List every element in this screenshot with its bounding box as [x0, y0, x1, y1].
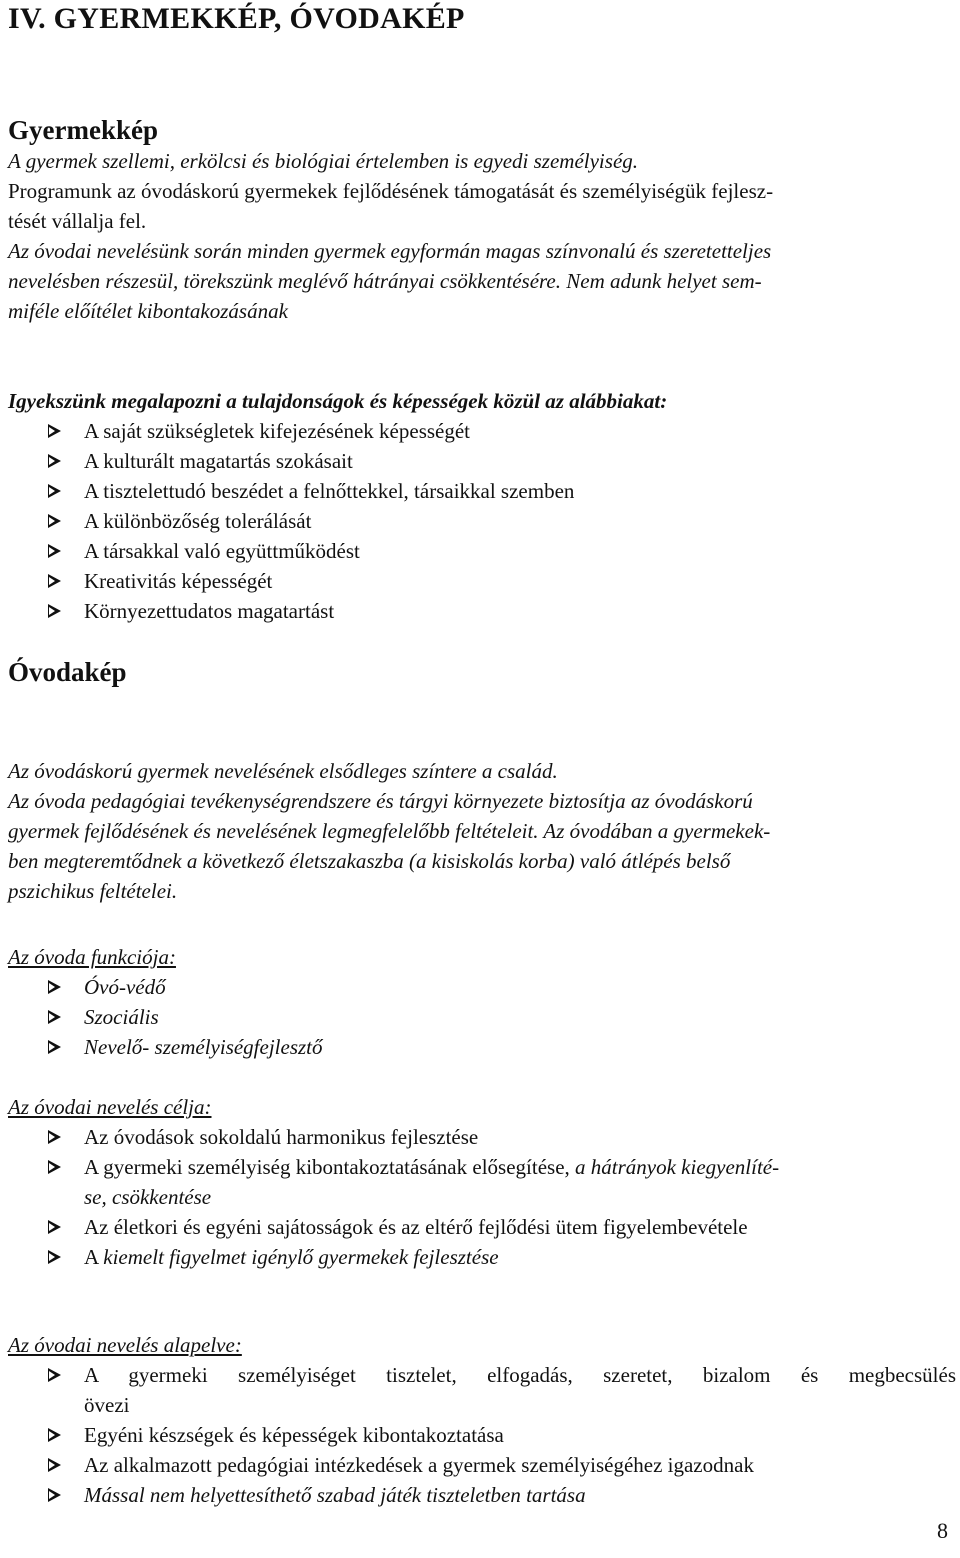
list-item: A kulturált magatartás szokásait [8, 446, 956, 476]
arrow-bullet-icon [48, 484, 61, 498]
list-item: Az életkori és egyéni sajátosságok és az eltérő fejlődési ütem figyelembevétele [8, 1212, 956, 1242]
arrow-bullet-icon [48, 454, 61, 468]
heading-ovodakep: Óvodakép [8, 657, 127, 687]
gyermekkep-line-6: miféle előítélet kibontakozásának [8, 299, 288, 323]
arrow-bullet-icon [48, 1458, 61, 1472]
list-item: A saját szükségletek kifejezésének képességét [8, 416, 956, 446]
heading-alapelve: Az óvodai nevelés alapelve: [8, 1333, 242, 1357]
ovodakep-line-1: Az óvodáskorú gyermek nevelésének elsődleges színtere a család. [8, 759, 558, 783]
section-kepessegek [8, 386, 956, 626]
arrow-bullet-icon [48, 424, 61, 438]
arrow-bullet-icon [48, 1130, 61, 1144]
heading-celja: Az óvodai nevelés célja: [8, 1095, 212, 1119]
arrow-bullet-icon [48, 1250, 61, 1264]
ovodakep-line-2: Az óvoda pedagógiai tevékenységrendszere és tárgyi környezete biztosítja az óvodáskorú [8, 789, 753, 813]
ovodakep-line-4: ben megteremtődnek a következő életszakaszba (a kisiskolás korba) való átlépés belső [8, 849, 731, 873]
arrow-bullet-icon [48, 1040, 61, 1054]
section-funkcio [8, 942, 956, 1062]
list-item: A különbözőség tolerálását [8, 506, 956, 536]
ovodakep-line-5: pszichikus feltételei. [8, 879, 178, 903]
section-ovodakep [8, 656, 956, 688]
arrow-bullet-icon [48, 1220, 61, 1234]
list-item: Környezettudatos magatartást [8, 596, 956, 626]
ovodakep-line-3: gyermek fejlődésének és nevelésének legmegfelelőbb feltételeit. Az óvodában a gyermekek- [8, 819, 771, 843]
funkcio-list [8, 972, 956, 1062]
arrow-bullet-icon [48, 604, 61, 618]
arrow-bullet-icon [48, 1010, 61, 1024]
list-item: Az alkalmazott pedagógiai intézkedések a gyermek személyiségéhez igazodnak [8, 1450, 956, 1480]
list-item: Kreativitás képességét [8, 566, 956, 596]
gyermekkep-line-5: nevelésben részesül, törekszünk meglévő hátrányai csökkentésére. Nem adunk helyet sem- [8, 269, 762, 293]
heading-gyermekkep: Gyermekkép [8, 115, 158, 145]
arrow-bullet-icon [48, 574, 61, 588]
list-item: Egyéni készségek és képességek kibontakoztatása [8, 1420, 956, 1450]
ovodakep-text [8, 756, 956, 906]
list-item: Óvó-védő [8, 972, 956, 1002]
arrow-bullet-icon [48, 1428, 61, 1442]
gyermekkep-line-2: Programunk az óvodáskorú gyermekek fejlődésének támogatását és személyiségük fejlesz- [8, 179, 774, 203]
list-item: Nevelő- személyiségfejlesztő [8, 1032, 956, 1062]
gyermekkep-line-3: tését vállalja fel. [8, 209, 147, 233]
kepessegek-list [8, 416, 956, 626]
list-item: A kiemelt figyelmet igénylő gyermekek fejlesztése [8, 1242, 956, 1272]
arrow-bullet-icon [48, 1488, 61, 1502]
gyermekkep-line-1: A gyermek szellemi, erkölcsi és biológiai értelemben is egyedi személyiség. [8, 149, 639, 173]
gyermekkep-line-4: Az óvodai nevelésünk során minden gyermek egyformán magas színvonalú és szeretetteljes [8, 239, 772, 263]
arrow-bullet-icon [48, 514, 61, 528]
arrow-bullet-icon [48, 980, 61, 994]
page-number: 8 [937, 1518, 948, 1543]
list-item: A gyermeki személyiség kibontakoztatásának elősegítése, a hátrányok kiegyenlíté- se, csökkentése [8, 1152, 956, 1212]
celja-list [8, 1122, 956, 1272]
list-item: Az óvodások sokoldalú harmonikus fejlesztése [8, 1122, 956, 1152]
arrow-bullet-icon [48, 544, 61, 558]
arrow-bullet-icon [48, 1368, 61, 1382]
kepessegek-intro: Igyekszünk megalapozni a tulajdonságok és képességek közül az alábbiakat: [8, 389, 668, 413]
list-item: A tisztelettudó beszédet a felnőttekkel, társaikkal szemben [8, 476, 956, 506]
list-item: A társakkal való együttműködést [8, 536, 956, 566]
arrow-bullet-icon [48, 1160, 61, 1174]
list-item: Mással nem helyettesíthető szabad játék tiszteletben tartása [8, 1480, 956, 1510]
list-item: Szociális [8, 1002, 956, 1032]
heading-funkcio: Az óvoda funkciója: [8, 945, 176, 969]
alapelve-list [8, 1360, 956, 1510]
chapter-title: IV. GYERMEKKÉP, ÓVODAKÉP [8, 2, 465, 35]
section-alapelve [8, 1330, 956, 1510]
section-celja [8, 1092, 956, 1272]
section-gyermekkep [8, 114, 956, 326]
list-item: A gyermeki személyiséget tisztelet, elfogadás, szeretet, bizalom és megbecsülés övezi [8, 1360, 956, 1420]
